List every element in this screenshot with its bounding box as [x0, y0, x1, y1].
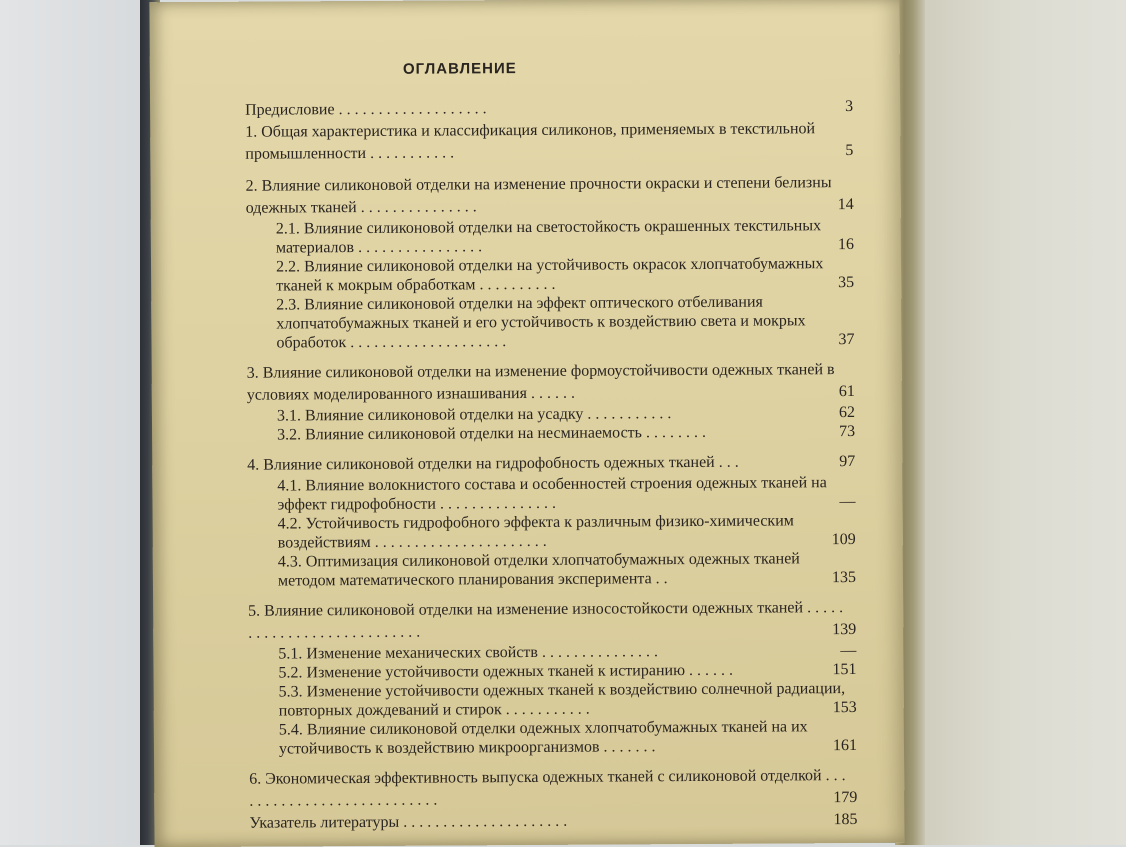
toc-entry-text: 5.4. Влияние силиконовой отделки одежных хлопчатобумажных тканей на их устойчивость к воздействию микроорганизмов . . . . . . . [278, 718, 808, 758]
toc-entry-page: 61 [838, 382, 855, 401]
toc-entry [245, 118, 854, 166]
toc-entry-text: 2.2. Влияние силиконовой отделки на устойчивость окрасок хлопчатобумажных тканей к мокрым обработкам . . . . . . . . . . [275, 255, 824, 295]
toc-entry [249, 765, 858, 813]
toc-entry-text: 2. Влияние силиконовой отделки на изменение прочности окраски и степени белизны одежных тканей . . . . . . . . . . . . . . . [245, 174, 832, 217]
toc-entry-text: 3. Влияние силиконовой отделки на изменение формоустойчивости одежных тканей в условиях моделированного изнашивания . . . . . . [246, 361, 835, 404]
toc-entry-text: 3.2. Влияние силиконовой отделки на несминаемость . . . . . . . . [277, 423, 706, 444]
background-surface [0, 0, 160, 845]
toc-entry-page: 153 [832, 698, 857, 717]
toc-entry-text: 5.1. Изменение механических свойств . . . . . . . . . . . . . . . [278, 643, 659, 663]
toc-entry [278, 717, 858, 758]
toc-entry-page: 139 [832, 620, 857, 639]
toc-entry-text: 3.1. Влияние силиконовой отделки на усадку . . . . . . . . . . . [276, 405, 672, 425]
toc-entry-page: 109 [831, 530, 856, 549]
toc-entry-page: 62 [838, 403, 855, 422]
toc-entry-page: 5 [845, 142, 854, 160]
toc-entry-text: 5.2. Изменение устойчивости одежных тканей к истиранию . . . . . . [278, 661, 734, 682]
toc-entry-text: Предисловие . . . . . . . . . . . . . . . . . . . [245, 100, 487, 119]
toc-entry-page: 73 [839, 422, 856, 441]
toc-entry-text: 2.3. Влияние силиконовой отделки на эффект оптического отбеливания хлопчатобумажных тканей и его устойчивость к воздействию света и мокрых обработок . . . . . . . . . . . . . . . . . . . . [276, 293, 806, 352]
toc-entry [246, 359, 855, 407]
toc-entry-text: 4. Влияние силиконовой отделки на гидрофобность одежных тканей . . . [247, 453, 739, 474]
toc-entry-text: 4.1. Влияние волокнистого состава и особенностей строения одежных тканей на эффект гидрофобности . . . . . . . . . . . . . . . [277, 474, 827, 514]
toc-entry [276, 292, 855, 352]
toc-entry-page: — [839, 492, 856, 511]
toc-entry [275, 254, 855, 295]
toc-entry-page: 179 [833, 788, 858, 807]
toc-entry-page: 16 [837, 235, 854, 254]
toc-entry-page: 185 [833, 810, 858, 829]
toc-entry [277, 473, 856, 514]
toc-entry [277, 422, 856, 444]
toc-entry-text: 5. Влияние силиконовой отделки на изменение износостойкости одежных тканей . . . . . . . . . . . . . . . . . . . . . . . . . . . [248, 599, 844, 642]
toc-entry-page: 135 [831, 568, 857, 587]
toc-entry-text: 4.2. Устойчивость гидрофобного эффекта к различным физико-химическим воздействиям . . . . . . . . . . . . . . . . . . . . . . [277, 512, 794, 552]
toc-entry-page: 3 [845, 98, 854, 116]
toc-entry-page: 37 [838, 330, 855, 349]
toc-entry [245, 172, 854, 220]
toc-entry-text: 2.1. Влияние силиконовой отделки на светостойкость окрашенных текстильных материалов . . . . . . . . . . . . . . . . [275, 217, 822, 257]
toc-entry-page: 14 [837, 196, 854, 214]
toc-entry-text: Указатель литературы . . . . . . . . . . . . . . . . . . . . . [249, 812, 568, 832]
toc-entry-text: 4.3. Оптимизация силиконовой отделки хлопчатобумажных одежных тканей методом математического планирования эксперимента . . [277, 550, 800, 590]
toc-entry-text: 6. Экономическая эффективность выпуска одежных тканей с силиконовой отделкой . . . . . . . . . . . . . . . . . . . . . . . . . . . [249, 767, 846, 810]
toc-entry [275, 216, 854, 257]
facing-page [920, 0, 1126, 845]
toc-entry-page: 97 [839, 452, 856, 471]
toc-entry [248, 597, 857, 645]
toc-entry-text: 5.3. Изменение устойчивости одежных тканей к воздействию солнечной радиации, повторных дождеваний и стирок . . . . . . . . . . . [278, 680, 846, 720]
toc-entry-page: 35 [838, 273, 855, 292]
book-page [149, 0, 904, 847]
table-of-contents [245, 96, 889, 835]
toc-entry-page: 151 [832, 660, 857, 679]
toc-title: ОГЛАВЛЕНИЕ [402, 60, 517, 78]
toc-entry-page: 161 [832, 736, 858, 755]
toc-entry [249, 809, 858, 835]
toc-entry-page: — [840, 641, 857, 660]
toc-entry [277, 549, 857, 590]
toc-entry-text: 1. Общая характеристика и классификация силиконов, применяемых в текстильной промышленности . . . . . . . . . . . [245, 120, 816, 163]
toc-entry [278, 679, 857, 720]
toc-entry [277, 511, 856, 552]
